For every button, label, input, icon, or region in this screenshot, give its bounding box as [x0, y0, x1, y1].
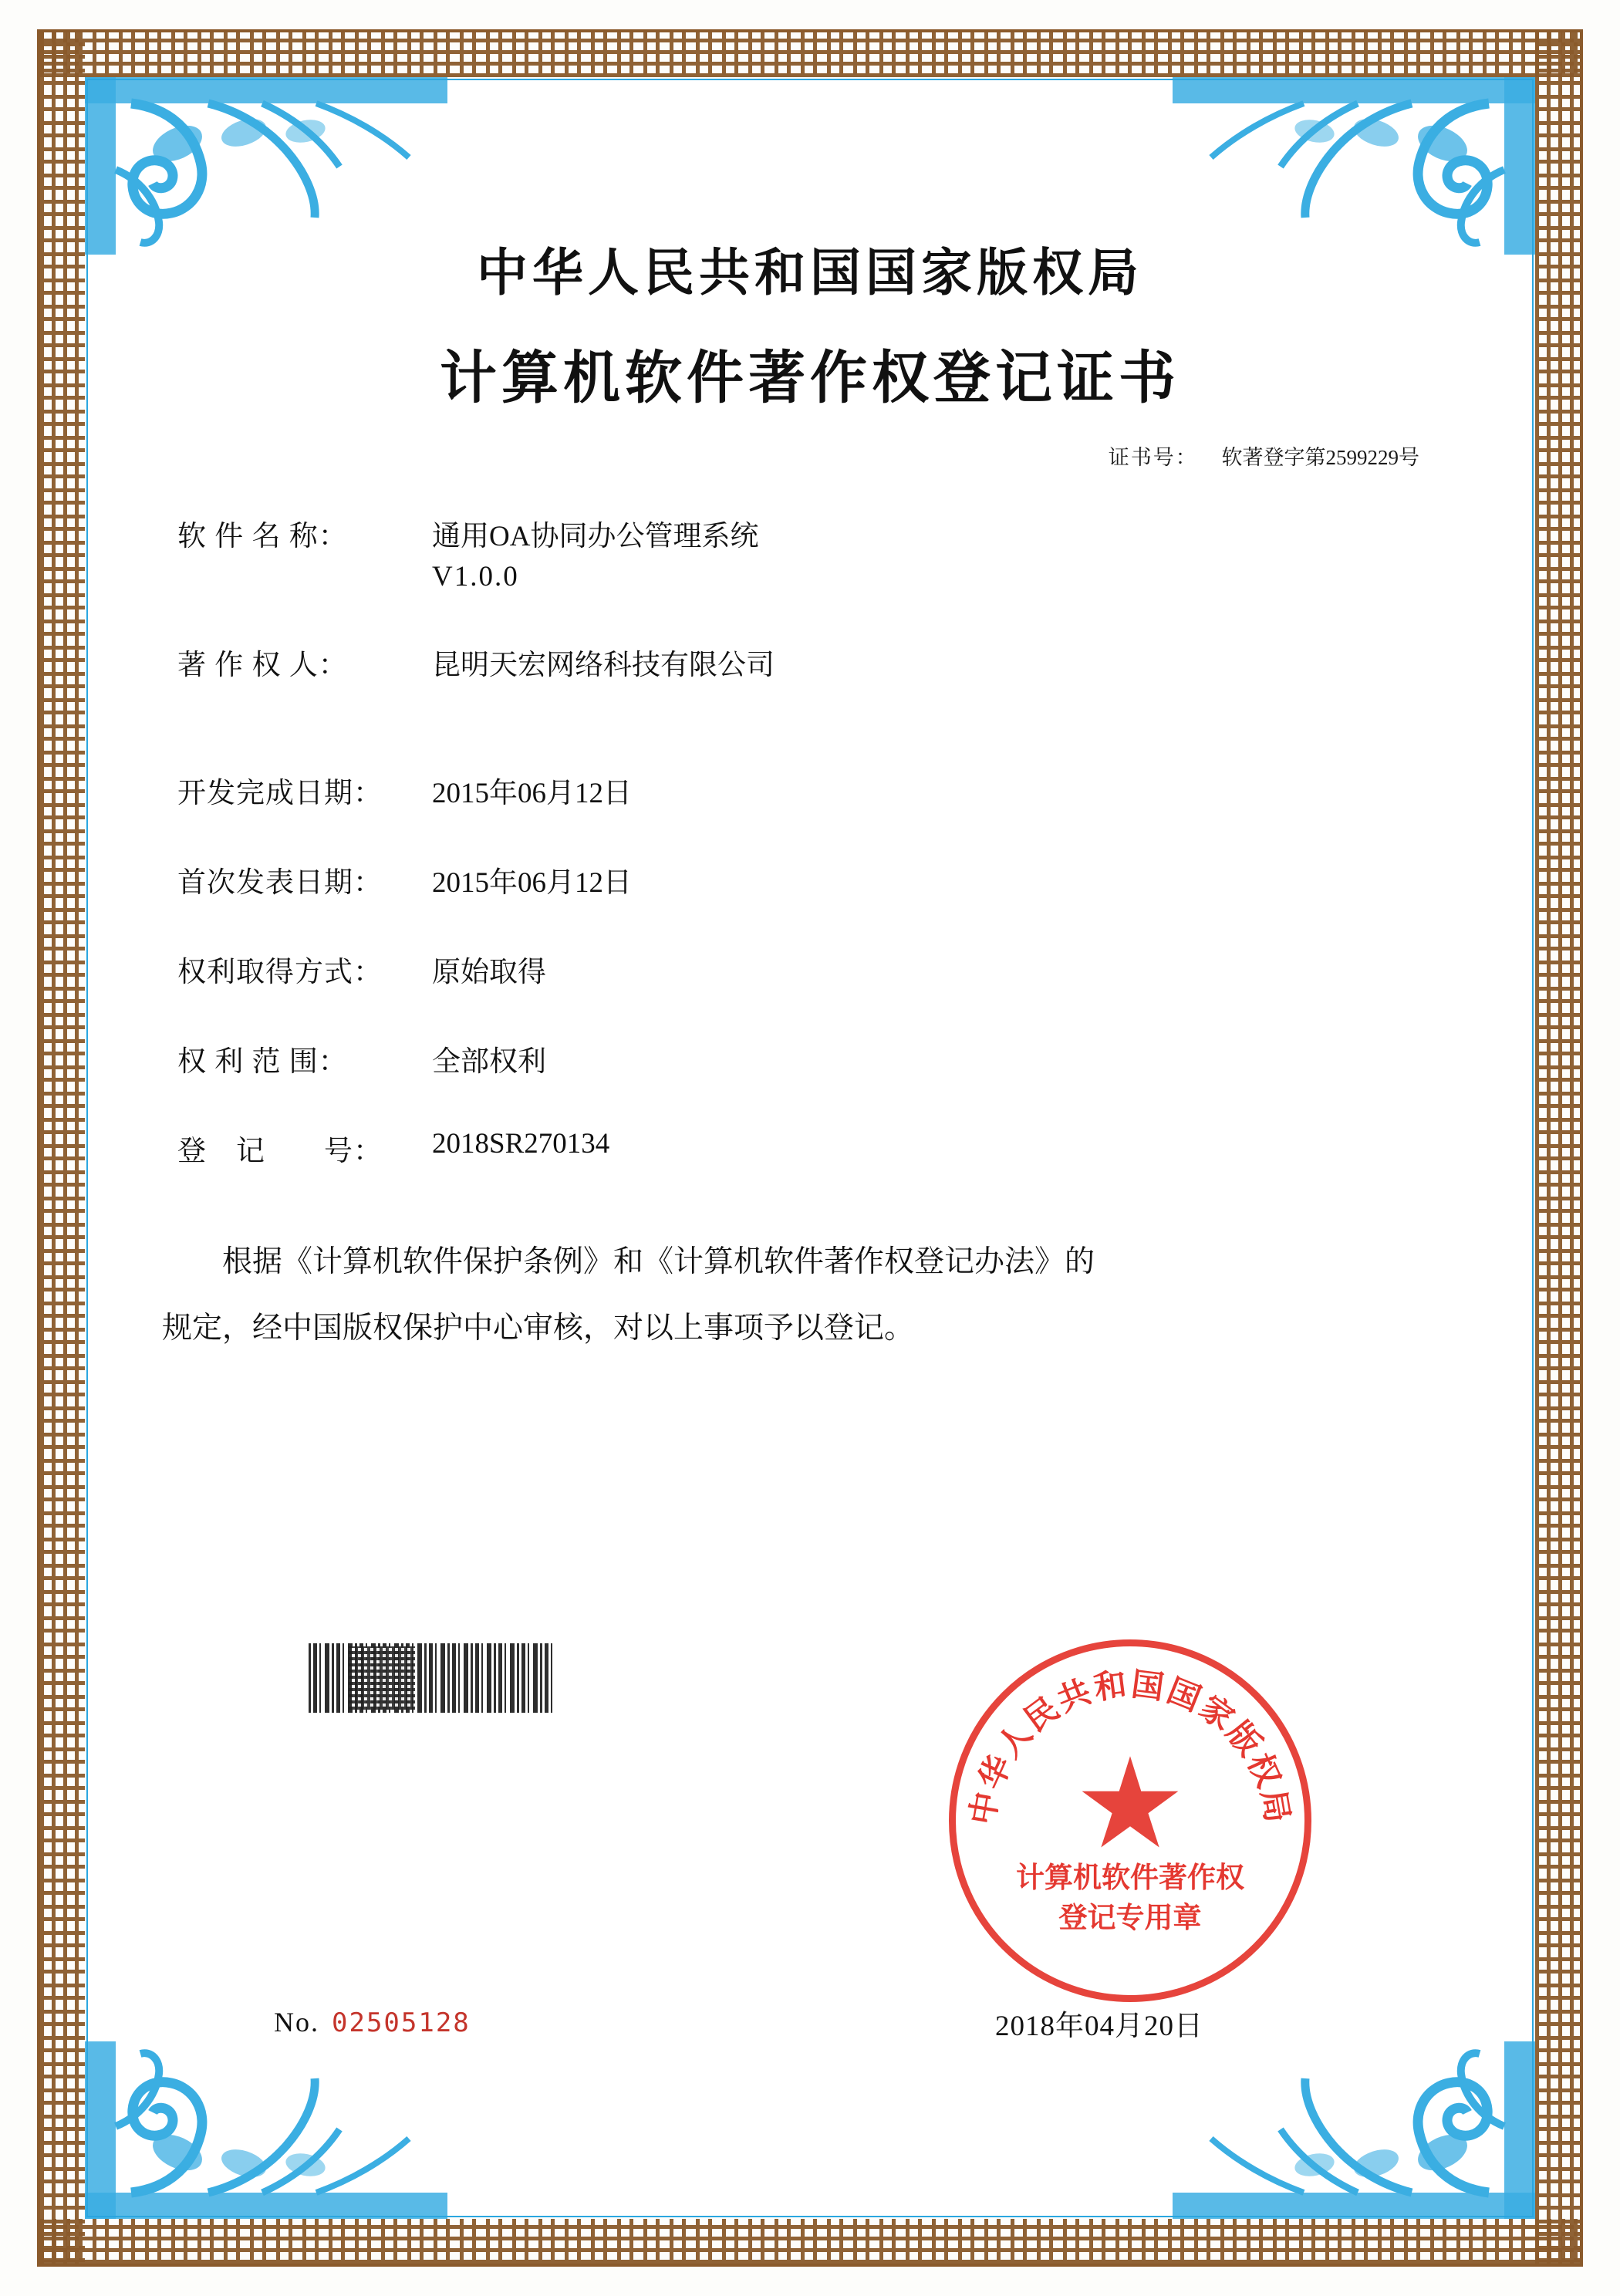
- border-band-right: [1535, 32, 1580, 2264]
- certificate-number-value: 软著登字第2599229号: [1221, 446, 1419, 469]
- seal-bottom-line-2: 登记专用章: [1058, 1900, 1202, 1934]
- field-value: 2018SR270134: [432, 1128, 610, 1160]
- statement-paragraph: [116, 1229, 1504, 1362]
- serial-value: 02505128: [332, 2007, 471, 2038]
- serial-label: No.: [274, 2007, 319, 2038]
- field-value: 昆明天宏网络科技有限公司: [432, 650, 775, 681]
- seal-bottom-text: [949, 1857, 1311, 1937]
- field-value: 全部权利: [432, 1046, 546, 1078]
- seal-bottom-line-1: 计算机软件著作权: [1016, 1860, 1244, 1894]
- field-value-text: 通用OA协同办公管理系统: [432, 521, 759, 552]
- certificate-content: [116, 231, 1504, 1362]
- datamatrix-icon: [349, 1646, 415, 1710]
- statement-line-1: 根据《计算机软件保护条例》和《计算机软件著作权登记办法》的: [222, 1245, 1095, 1278]
- border-band-left: [40, 32, 85, 2264]
- field-row-rights-acquisition: [177, 948, 1504, 990]
- border-band-bottom: [40, 2219, 1580, 2264]
- statement-line-2: 规定，经中国版权保护中心审核，对以上事项予以登记。: [162, 1312, 915, 1345]
- border-band-top: [40, 32, 1580, 77]
- field-value: 2015年06月12日: [432, 778, 632, 809]
- issue-date: 2018年04月20日: [995, 2011, 1203, 2042]
- field-value: 2015年06月12日: [432, 867, 632, 899]
- field-row-software-name: [177, 512, 1504, 593]
- serial-number: [274, 2006, 471, 2038]
- spacer: [177, 703, 1504, 769]
- certificate-title: 计算机软件著作权登记证书: [440, 345, 1180, 411]
- field-label: 软 件 名 称：: [177, 521, 348, 552]
- field-label: 首次发表日期：: [177, 867, 383, 899]
- field-label: 开发完成日期：: [177, 778, 383, 809]
- field-value: [432, 512, 758, 593]
- field-row-registration-number: [177, 1127, 1504, 1169]
- field-row-copyright-owner: [177, 641, 1504, 683]
- certificate-number-row: [116, 441, 1504, 471]
- field-row-development-date: [177, 769, 1504, 811]
- field-list: [116, 512, 1504, 1169]
- official-seal: [949, 1639, 1311, 2002]
- seal-arc-label: 中华人民共和国国家版权局: [963, 1664, 1298, 1828]
- issuer-title: 中华人民共和国国家版权局: [477, 242, 1143, 302]
- field-value-version: V1.0.0: [432, 561, 519, 593]
- field-label: 登 记 号：: [177, 1136, 383, 1167]
- barcode: [309, 1643, 555, 1713]
- field-label: 著 作 权 人：: [177, 650, 348, 681]
- field-row-first-publication-date: [177, 859, 1504, 900]
- field-label: 权利取得方式：: [177, 957, 383, 988]
- certificate-number-label: 证书号：: [1108, 446, 1198, 469]
- field-label: 权 利 范 围：: [177, 1046, 348, 1078]
- field-value: 原始取得: [432, 957, 546, 988]
- field-row-rights-scope: [177, 1038, 1504, 1079]
